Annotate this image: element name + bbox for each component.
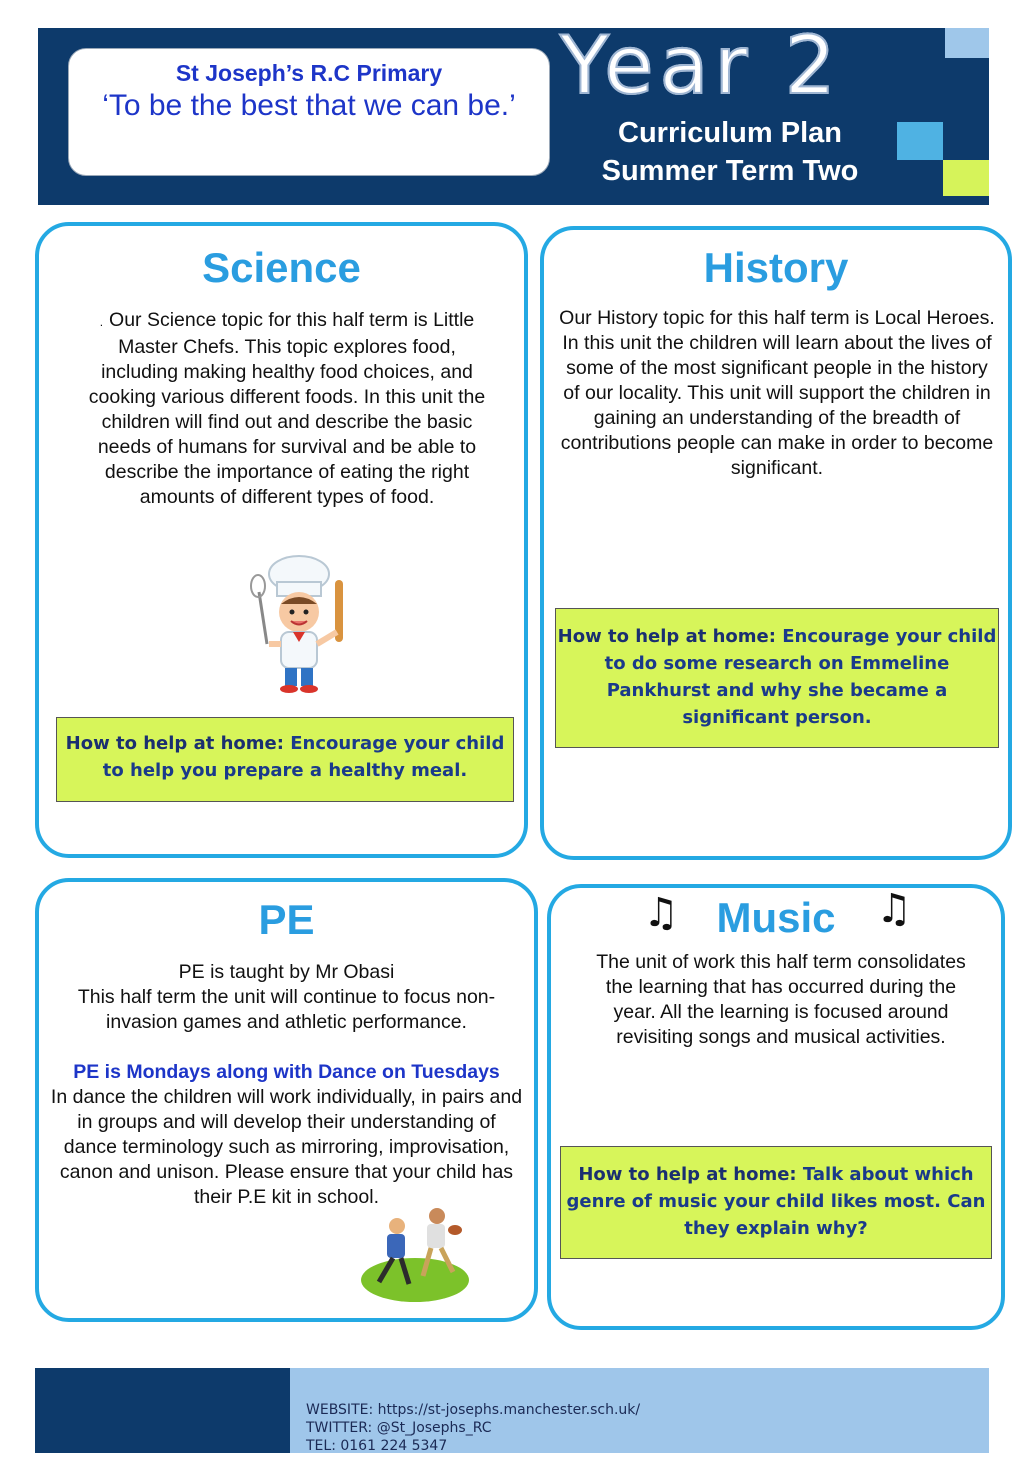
footer-left-bar [35,1368,290,1453]
footer-twitter: TWITTER: @St_Josephs_RC [306,1420,492,1436]
footer-website: WEBSITE: https://st-josephs.manchester.sch.uk/ [306,1402,641,1418]
science-help-label: How to help at home: [65,733,284,754]
music-help-text: Talk about which genre of music your child likes most. Can they explain why? [566,1164,986,1239]
music-note-icon: ♫ [643,890,679,936]
school-motto: ‘To be the best that we can be.’ [102,89,516,122]
pe-text2: In dance the children will work individually, in pairs and in groups and will develop their understanding of dance terminology such as mirroring, improvisation, canon and unison. Please ensure that your child has their P.E kit in school. [50,1086,523,1208]
decor-square [897,122,943,160]
footer-contact [306,1401,640,1455]
science-text [77,308,497,510]
motto-box [68,48,550,176]
science-title: Science [202,244,361,291]
science-body: Our Science topic for this half term is Little Master Chefs. This topic explores food, including making healthy food choices, and cooking various different foods. In this unit the children will find out and describe the basic needs of humans for survival and be able to describe the importance of eating the right amounts of different types of food. [88,309,486,508]
history-text: Our History topic for this half term is Local Heroes. In this unit the children will learn about the lives of some of the most significant people in the history of our locality. This unit will support the children in gaining an understanding of the breadth of contributions people can make in order to become significant. [559,307,995,479]
science-panel [35,222,528,858]
football-players-illustration [357,1200,477,1304]
history-help-box [555,608,999,748]
year-title: Year 2 [560,18,940,108]
science-bullet: . [99,315,104,329]
curriculum-line2: Summer Term Two [601,155,859,187]
music-help-box [560,1146,992,1259]
decor-square [943,160,989,196]
curriculum-title [560,114,900,190]
chef-boy-illustration [239,552,359,694]
school-name: St Joseph’s R.C Primary [175,60,443,86]
music-panel [547,884,1005,1330]
science-help-text: Encourage your child to help you prepare a healthy meal. [102,733,505,781]
history-title: History [703,244,849,291]
history-panel [540,226,1012,860]
history-help-text: Encourage your child to do some research on Emmeline Pankhurst and why she became a significant person. [604,626,997,728]
curriculum-line1: Curriculum Plan [618,117,842,149]
pe-taught-by: PE is taught by Mr Obasi [178,961,395,983]
decor-square [945,28,989,58]
pe-text [49,960,524,1210]
music-note-icon: ♫ [876,886,912,932]
pe-text1: This half term the unit will continue to focus non-invasion games and athletic performance. [77,986,496,1033]
music-title: Music [716,894,836,941]
footer-tel: TEL: 0161 224 5347 [306,1438,448,1454]
music-help-label: How to help at home: [578,1164,797,1185]
science-help-box [56,717,514,802]
pe-schedule: PE is Mondays along with Dance on Tuesdays [73,1061,500,1083]
pe-title: PE [258,896,315,943]
history-help-label: How to help at home: [557,626,776,647]
pe-panel [35,878,538,1322]
music-text: The unit of work this half term consolidates the learning that has occurred during the year. All the learning is focused around revisiting songs and musical activities. [596,951,966,1048]
